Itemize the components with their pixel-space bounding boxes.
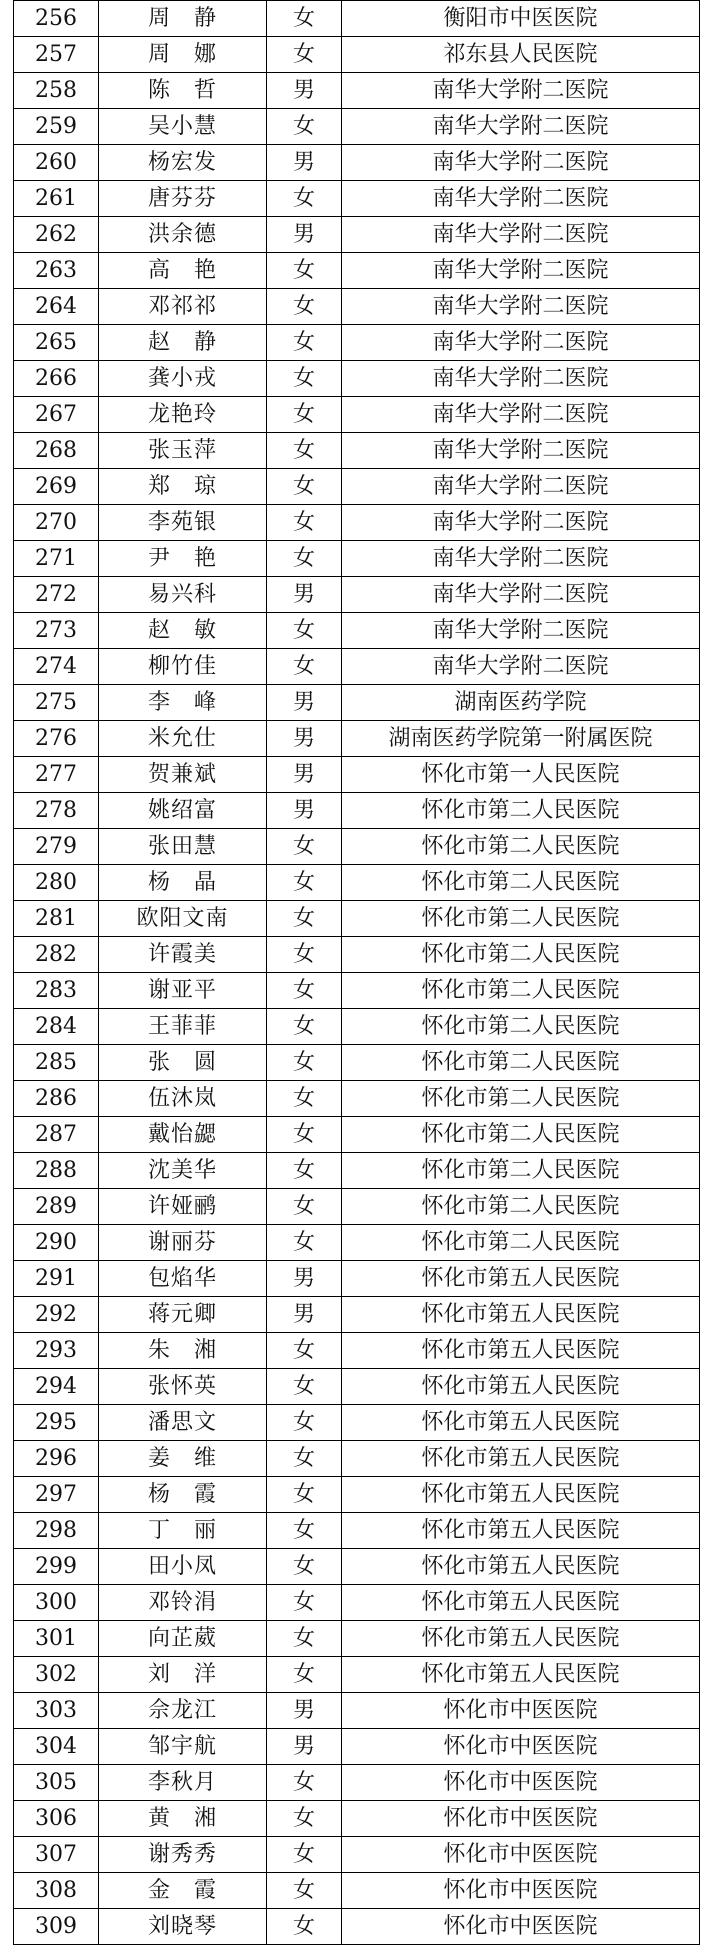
- table-row: [14, 1513, 700, 1549]
- name-cell: 姚绍富: [99, 793, 267, 829]
- name-cell: 唐芬芬: [99, 181, 267, 217]
- hospital-cell: 南华大学附二医院: [342, 649, 700, 685]
- name-cell: 王菲菲: [99, 1009, 267, 1045]
- roster-table-body: [14, 1, 700, 1945]
- serial-number-cell: 289: [14, 1189, 99, 1225]
- table-row: [14, 505, 700, 541]
- serial-number-cell: 272: [14, 577, 99, 613]
- serial-number-cell: 297: [14, 1477, 99, 1513]
- gender-cell: 女: [267, 397, 342, 433]
- hospital-cell: 怀化市第二人民医院: [342, 1081, 700, 1117]
- gender-cell: 女: [267, 1225, 342, 1261]
- serial-number-cell: 287: [14, 1117, 99, 1153]
- gender-cell: 女: [267, 1801, 342, 1837]
- name-cell: 刘晓琴: [99, 1909, 267, 1945]
- table-row: [14, 1405, 700, 1441]
- serial-number-cell: 284: [14, 1009, 99, 1045]
- gender-cell: 女: [267, 1477, 342, 1513]
- table-row: [14, 541, 700, 577]
- gender-cell: 女: [267, 1369, 342, 1405]
- table-row: [14, 685, 700, 721]
- gender-cell: 女: [267, 1837, 342, 1873]
- gender-cell: 男: [267, 145, 342, 181]
- gender-cell: 女: [267, 1585, 342, 1621]
- gender-cell: 女: [267, 325, 342, 361]
- name-cell: 许霞美: [99, 937, 267, 973]
- hospital-cell: 怀化市第二人民医院: [342, 1045, 700, 1081]
- name-cell: 洪余德: [99, 217, 267, 253]
- serial-number-cell: 267: [14, 397, 99, 433]
- gender-cell: 女: [267, 433, 342, 469]
- gender-cell: 女: [267, 1009, 342, 1045]
- gender-cell: 男: [267, 685, 342, 721]
- hospital-cell: 怀化市中医医院: [342, 1765, 700, 1801]
- serial-number-cell: 273: [14, 613, 99, 649]
- gender-cell: 女: [267, 253, 342, 289]
- gender-cell: 男: [267, 757, 342, 793]
- table-row: [14, 109, 700, 145]
- serial-number-cell: 281: [14, 901, 99, 937]
- table-row: [14, 1441, 700, 1477]
- name-cell: 佘龙江: [99, 1693, 267, 1729]
- gender-cell: 男: [267, 721, 342, 757]
- table-row: [14, 1117, 700, 1153]
- table-row: [14, 433, 700, 469]
- table-row: [14, 1369, 700, 1405]
- gender-cell: 女: [267, 181, 342, 217]
- hospital-cell: 南华大学附二医院: [342, 109, 700, 145]
- name-cell: 姜 维: [99, 1441, 267, 1477]
- hospital-cell: 怀化市第一人民医院: [342, 757, 700, 793]
- name-cell: 谢秀秀: [99, 1837, 267, 1873]
- hospital-cell: 怀化市第二人民医院: [342, 1117, 700, 1153]
- serial-number-cell: 288: [14, 1153, 99, 1189]
- gender-cell: 男: [267, 577, 342, 613]
- serial-number-cell: 307: [14, 1837, 99, 1873]
- table-row: [14, 1909, 700, 1945]
- name-cell: 谢丽芬: [99, 1225, 267, 1261]
- hospital-cell: 湖南医药学院第一附属医院: [342, 721, 700, 757]
- name-cell: 张 圆: [99, 1045, 267, 1081]
- table-row: [14, 217, 700, 253]
- serial-number-cell: 298: [14, 1513, 99, 1549]
- gender-cell: 女: [267, 505, 342, 541]
- table-row: [14, 1009, 700, 1045]
- gender-cell: 男: [267, 1729, 342, 1765]
- name-cell: 许娅鹂: [99, 1189, 267, 1225]
- hospital-cell: 怀化市第二人民医院: [342, 973, 700, 1009]
- gender-cell: 女: [267, 937, 342, 973]
- hospital-cell: 南华大学附二医院: [342, 469, 700, 505]
- table-row: [14, 1549, 700, 1585]
- hospital-cell: 怀化市中医医院: [342, 1873, 700, 1909]
- hospital-cell: 怀化市第五人民医院: [342, 1477, 700, 1513]
- gender-cell: 女: [267, 1081, 342, 1117]
- serial-number-cell: 300: [14, 1585, 99, 1621]
- gender-cell: 女: [267, 973, 342, 1009]
- serial-number-cell: 293: [14, 1333, 99, 1369]
- hospital-cell: 怀化市中医医院: [342, 1837, 700, 1873]
- gender-cell: 男: [267, 1693, 342, 1729]
- gender-cell: 女: [267, 109, 342, 145]
- table-row: [14, 649, 700, 685]
- table-row: [14, 1261, 700, 1297]
- name-cell: 尹 艳: [99, 541, 267, 577]
- hospital-cell: 怀化市第五人民医院: [342, 1513, 700, 1549]
- name-cell: 米允仕: [99, 721, 267, 757]
- hospital-cell: 怀化市第五人民医院: [342, 1585, 700, 1621]
- name-cell: 吴小慧: [99, 109, 267, 145]
- gender-cell: 女: [267, 613, 342, 649]
- serial-number-cell: 277: [14, 757, 99, 793]
- hospital-cell: 怀化市第五人民医院: [342, 1297, 700, 1333]
- name-cell: 戴怡勰: [99, 1117, 267, 1153]
- gender-cell: 女: [267, 1333, 342, 1369]
- serial-number-cell: 303: [14, 1693, 99, 1729]
- gender-cell: 女: [267, 469, 342, 505]
- hospital-cell: 怀化市第五人民医院: [342, 1441, 700, 1477]
- hospital-cell: 南华大学附二医院: [342, 505, 700, 541]
- name-cell: 包焰华: [99, 1261, 267, 1297]
- serial-number-cell: 299: [14, 1549, 99, 1585]
- hospital-cell: 怀化市第五人民医院: [342, 1405, 700, 1441]
- serial-number-cell: 275: [14, 685, 99, 721]
- serial-number-cell: 270: [14, 505, 99, 541]
- gender-cell: 男: [267, 793, 342, 829]
- serial-number-cell: 280: [14, 865, 99, 901]
- hospital-cell: 祁东县人民医院: [342, 37, 700, 73]
- hospital-cell: 南华大学附二医院: [342, 217, 700, 253]
- name-cell: 周 娜: [99, 37, 267, 73]
- table-row: [14, 73, 700, 109]
- name-cell: 刘 洋: [99, 1657, 267, 1693]
- gender-cell: 女: [267, 1657, 342, 1693]
- serial-number-cell: 260: [14, 145, 99, 181]
- hospital-cell: 怀化市第五人民医院: [342, 1657, 700, 1693]
- hospital-cell: 南华大学附二医院: [342, 181, 700, 217]
- name-cell: 蒋元卿: [99, 1297, 267, 1333]
- hospital-cell: 怀化市中医医院: [342, 1801, 700, 1837]
- name-cell: 张田慧: [99, 829, 267, 865]
- name-cell: 邹宇航: [99, 1729, 267, 1765]
- name-cell: 伍沐岚: [99, 1081, 267, 1117]
- serial-number-cell: 263: [14, 253, 99, 289]
- table-row: [14, 829, 700, 865]
- hospital-cell: 怀化市第二人民医院: [342, 1225, 700, 1261]
- name-cell: 朱 湘: [99, 1333, 267, 1369]
- gender-cell: 男: [267, 1261, 342, 1297]
- table-row: [14, 181, 700, 217]
- gender-cell: 女: [267, 1765, 342, 1801]
- hospital-cell: 南华大学附二医院: [342, 397, 700, 433]
- serial-number-cell: 274: [14, 649, 99, 685]
- hospital-cell: 怀化市第二人民医院: [342, 865, 700, 901]
- table-row: [14, 1729, 700, 1765]
- table-row: [14, 613, 700, 649]
- name-cell: 谢亚平: [99, 973, 267, 1009]
- table-row: [14, 1333, 700, 1369]
- serial-number-cell: 285: [14, 1045, 99, 1081]
- name-cell: 高 艳: [99, 253, 267, 289]
- serial-number-cell: 292: [14, 1297, 99, 1333]
- hospital-cell: 南华大学附二医院: [342, 361, 700, 397]
- serial-number-cell: 262: [14, 217, 99, 253]
- hospital-cell: 怀化市第二人民医院: [342, 937, 700, 973]
- serial-number-cell: 265: [14, 325, 99, 361]
- hospital-cell: 怀化市第五人民医院: [342, 1621, 700, 1657]
- table-row: [14, 1, 700, 37]
- name-cell: 龚小戎: [99, 361, 267, 397]
- serial-number-cell: 256: [14, 1, 99, 37]
- name-cell: 易兴科: [99, 577, 267, 613]
- table-row: [14, 145, 700, 181]
- name-cell: 欧阳文南: [99, 901, 267, 937]
- serial-number-cell: 306: [14, 1801, 99, 1837]
- name-cell: 周 静: [99, 1, 267, 37]
- table-row: [14, 1585, 700, 1621]
- serial-number-cell: 261: [14, 181, 99, 217]
- serial-number-cell: 283: [14, 973, 99, 1009]
- gender-cell: 女: [267, 289, 342, 325]
- name-cell: 丁 丽: [99, 1513, 267, 1549]
- gender-cell: 女: [267, 1153, 342, 1189]
- table-row: [14, 757, 700, 793]
- hospital-cell: 南华大学附二医院: [342, 145, 700, 181]
- gender-cell: 女: [267, 1045, 342, 1081]
- table-row: [14, 1873, 700, 1909]
- hospital-cell: 怀化市中医医院: [342, 1693, 700, 1729]
- serial-number-cell: 269: [14, 469, 99, 505]
- serial-number-cell: 282: [14, 937, 99, 973]
- name-cell: 龙艳玲: [99, 397, 267, 433]
- table-row: [14, 1837, 700, 1873]
- table-row: [14, 577, 700, 613]
- hospital-cell: 怀化市中医医院: [342, 1909, 700, 1945]
- table-row: [14, 901, 700, 937]
- table-row: [14, 1765, 700, 1801]
- table-row: [14, 1297, 700, 1333]
- name-cell: 赵 静: [99, 325, 267, 361]
- hospital-cell: 怀化市第二人民医院: [342, 1009, 700, 1045]
- table-row: [14, 793, 700, 829]
- hospital-cell: 南华大学附二医院: [342, 325, 700, 361]
- name-cell: 李 峰: [99, 685, 267, 721]
- table-row: [14, 325, 700, 361]
- hospital-cell: 衡阳市中医医院: [342, 1, 700, 37]
- hospital-cell: 怀化市第二人民医院: [342, 901, 700, 937]
- hospital-cell: 怀化市第二人民医院: [342, 829, 700, 865]
- table-row: [14, 1081, 700, 1117]
- name-cell: 杨宏发: [99, 145, 267, 181]
- table-row: [14, 973, 700, 1009]
- hospital-cell: 怀化市第五人民医院: [342, 1369, 700, 1405]
- hospital-cell: 怀化市中医医院: [342, 1729, 700, 1765]
- name-cell: 李秋月: [99, 1765, 267, 1801]
- serial-number-cell: 268: [14, 433, 99, 469]
- gender-cell: 男: [267, 73, 342, 109]
- serial-number-cell: 290: [14, 1225, 99, 1261]
- table-row: [14, 937, 700, 973]
- name-cell: 贺兼斌: [99, 757, 267, 793]
- name-cell: 杨 晶: [99, 865, 267, 901]
- serial-number-cell: 279: [14, 829, 99, 865]
- gender-cell: 男: [267, 217, 342, 253]
- serial-number-cell: 305: [14, 1765, 99, 1801]
- gender-cell: 女: [267, 1513, 342, 1549]
- hospital-cell: 怀化市第二人民医院: [342, 1189, 700, 1225]
- name-cell: 黄 湘: [99, 1801, 267, 1837]
- table-row: [14, 253, 700, 289]
- serial-number-cell: 278: [14, 793, 99, 829]
- table-row: [14, 37, 700, 73]
- name-cell: 向芷葳: [99, 1621, 267, 1657]
- table-row: [14, 397, 700, 433]
- name-cell: 张玉萍: [99, 433, 267, 469]
- hospital-cell: 南华大学附二医院: [342, 613, 700, 649]
- serial-number-cell: 257: [14, 37, 99, 73]
- hospital-cell: 怀化市第五人民医院: [342, 1549, 700, 1585]
- table-row: [14, 1621, 700, 1657]
- table-row: [14, 1801, 700, 1837]
- serial-number-cell: 264: [14, 289, 99, 325]
- name-cell: 杨 霞: [99, 1477, 267, 1513]
- name-cell: 田小凤: [99, 1549, 267, 1585]
- hospital-cell: 南华大学附二医院: [342, 541, 700, 577]
- roster-table: [13, 0, 700, 1945]
- serial-number-cell: 304: [14, 1729, 99, 1765]
- serial-number-cell: 266: [14, 361, 99, 397]
- name-cell: 邓铃涓: [99, 1585, 267, 1621]
- gender-cell: 女: [267, 1621, 342, 1657]
- serial-number-cell: 308: [14, 1873, 99, 1909]
- serial-number-cell: 302: [14, 1657, 99, 1693]
- table-row: [14, 1225, 700, 1261]
- name-cell: 张怀英: [99, 1369, 267, 1405]
- name-cell: 金 霞: [99, 1873, 267, 1909]
- gender-cell: 女: [267, 1405, 342, 1441]
- gender-cell: 女: [267, 1117, 342, 1153]
- serial-number-cell: 258: [14, 73, 99, 109]
- name-cell: 李苑银: [99, 505, 267, 541]
- hospital-cell: 南华大学附二医院: [342, 253, 700, 289]
- gender-cell: 女: [267, 361, 342, 397]
- hospital-cell: 湖南医药学院: [342, 685, 700, 721]
- name-cell: 郑 琼: [99, 469, 267, 505]
- table-row: [14, 361, 700, 397]
- name-cell: 邓祁祁: [99, 289, 267, 325]
- hospital-cell: 怀化市第二人民医院: [342, 793, 700, 829]
- serial-number-cell: 276: [14, 721, 99, 757]
- gender-cell: 女: [267, 1549, 342, 1585]
- serial-number-cell: 259: [14, 109, 99, 145]
- hospital-cell: 怀化市第五人民医院: [342, 1333, 700, 1369]
- hospital-cell: 怀化市第五人民医院: [342, 1261, 700, 1297]
- gender-cell: 女: [267, 1, 342, 37]
- serial-number-cell: 291: [14, 1261, 99, 1297]
- table-row: [14, 721, 700, 757]
- gender-cell: 女: [267, 1873, 342, 1909]
- hospital-cell: 南华大学附二医院: [342, 73, 700, 109]
- table-row: [14, 1153, 700, 1189]
- table-row: [14, 1693, 700, 1729]
- name-cell: 沈美华: [99, 1153, 267, 1189]
- table-row: [14, 289, 700, 325]
- table-row: [14, 1045, 700, 1081]
- serial-number-cell: 296: [14, 1441, 99, 1477]
- name-cell: 潘思文: [99, 1405, 267, 1441]
- serial-number-cell: 295: [14, 1405, 99, 1441]
- table-row: [14, 1189, 700, 1225]
- gender-cell: 男: [267, 1297, 342, 1333]
- serial-number-cell: 286: [14, 1081, 99, 1117]
- gender-cell: 女: [267, 1189, 342, 1225]
- serial-number-cell: 294: [14, 1369, 99, 1405]
- gender-cell: 女: [267, 901, 342, 937]
- serial-number-cell: 271: [14, 541, 99, 577]
- gender-cell: 女: [267, 541, 342, 577]
- hospital-cell: 怀化市第二人民医院: [342, 1153, 700, 1189]
- name-cell: 赵 敏: [99, 613, 267, 649]
- hospital-cell: 南华大学附二医院: [342, 577, 700, 613]
- table-row: [14, 1477, 700, 1513]
- gender-cell: 女: [267, 829, 342, 865]
- gender-cell: 女: [267, 1441, 342, 1477]
- serial-number-cell: 301: [14, 1621, 99, 1657]
- table-row: [14, 469, 700, 505]
- gender-cell: 女: [267, 1909, 342, 1945]
- hospital-cell: 南华大学附二医院: [342, 289, 700, 325]
- gender-cell: 女: [267, 865, 342, 901]
- gender-cell: 女: [267, 649, 342, 685]
- name-cell: 柳竹佳: [99, 649, 267, 685]
- hospital-cell: 南华大学附二医院: [342, 433, 700, 469]
- serial-number-cell: 309: [14, 1909, 99, 1945]
- name-cell: 陈 哲: [99, 73, 267, 109]
- table-row: [14, 865, 700, 901]
- gender-cell: 女: [267, 37, 342, 73]
- table-row: [14, 1657, 700, 1693]
